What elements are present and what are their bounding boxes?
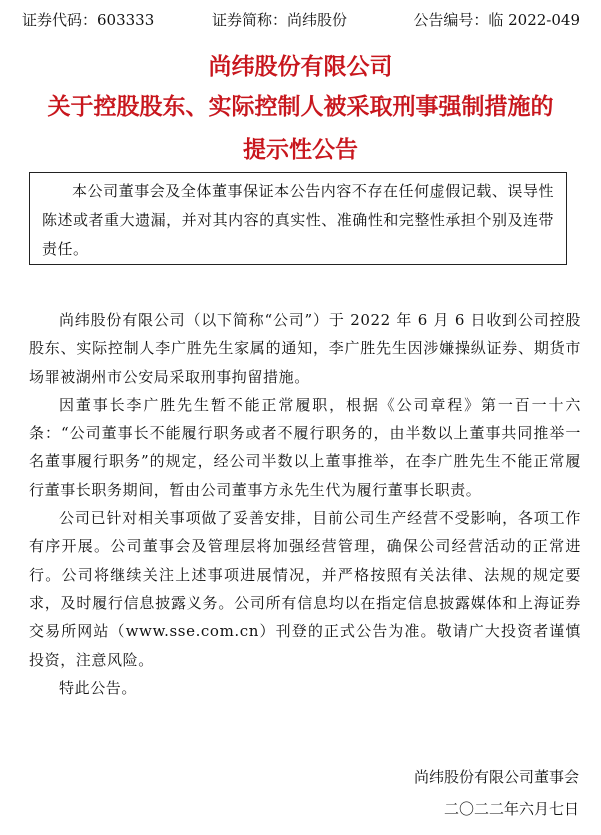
stock-code: 证券代码：603333 (22, 11, 155, 29)
paragraph-closing: 特此公告。 (59, 678, 138, 697)
signature-date: 二〇二二年六月七日 (443, 800, 579, 818)
announcement-title-line-1: 关于控股股东、实际控制人被采取刑事强制措施的 (47, 94, 554, 120)
announcement-number: 公告编号：临 2022-049 (413, 11, 580, 29)
document-header (22, 8, 580, 32)
signature-board: 尚纬股份有限公司董事会 (413, 768, 579, 786)
paragraph-receipt-notice: 尚纬股份有限公司（以下简称“公司”）于 2022 年 6 月 6 日收到公司控股股东、实际控制人李广胜先生家属的通知，李广胜先生因涉嫌操纵证券、期货市场罪被湖州市公安局采取刑事拘留措施。 (29, 311, 581, 386)
board-guarantee-notice: 本公司董事会及全体董事保证本公告内容不存在任何虚假记载、误导性陈述或者重大遗漏，并对其内容的真实性、准确性和完整性承担个别及连带责任。 (29, 172, 567, 265)
stock-name: 证券简称：尚纬股份 (212, 11, 348, 29)
announcement-body (29, 306, 581, 702)
announcement-title-line-2: 提示性公告 (243, 137, 358, 163)
paragraph-chairman-duties: 因董事长李广胜先生暂不能正常履职，根据《公司章程》第一百一十六条：“公司董事长不能履行职务或者不履行职务的，由半数以上董事共同推举一名董事履行职务”的规定，经公司半数以上董事推举，在李广胜先生不能正常履行董事长职务期间，暂由公司董事方永先生代为履行董事长职责。 (29, 395, 581, 499)
company-title: 尚纬股份有限公司 (208, 54, 393, 80)
paragraph-operations-disclosure: 公司已针对相关事项做了妥善安排，目前公司生产经营不受影响，各项工作有序开展。公司董事会及管理层将加强经营管理，确保公司经营活动的正常进行。公司将继续关注上述事项进展情况，并严格按照有关法律、法规的规定要求，及时履行信息披露义务。公司所有信息均以在指定信息披露媒体和上海证券交易所网站（www.sse.com.cn）刊登的正式公告为准。敬请广大投资者谨慎投资，注意风险。 (29, 509, 581, 669)
